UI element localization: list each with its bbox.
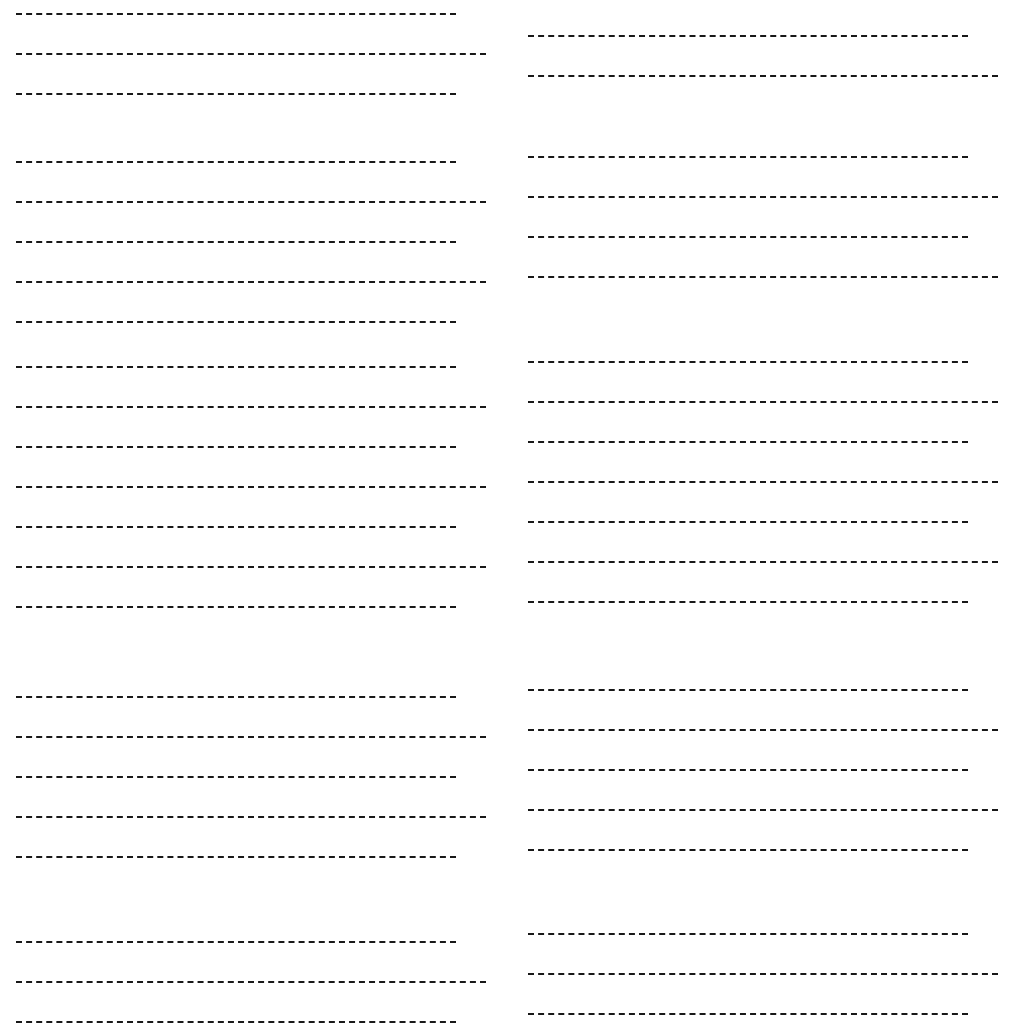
text-line [16,385,496,425]
text-line [528,668,1008,708]
text-line [16,920,496,960]
text-line [528,540,1008,580]
text-line [528,380,1008,420]
paragraph [16,345,496,625]
text-line [16,715,496,755]
text-line [528,135,1008,175]
paragraph [16,675,496,875]
text-line [16,545,496,585]
text-line [528,420,1008,460]
text-line [528,340,1008,380]
text-line [16,260,496,300]
text-line [16,960,496,1000]
text-line [16,300,496,340]
left-text-column [16,0,506,1024]
text-line [16,795,496,835]
text-line [16,465,496,505]
text-line [528,14,1008,54]
paragraph [528,668,1008,868]
paragraph [16,140,496,340]
paragraph [528,912,1008,1024]
text-line [16,180,496,220]
text-line [16,675,496,715]
text-line [16,425,496,465]
text-line [528,580,1008,620]
right-text-column [528,0,1018,1024]
text-line [528,912,1008,952]
text-line [528,992,1008,1024]
text-line [528,215,1008,255]
text-line [528,175,1008,215]
text-line [16,755,496,795]
text-line [16,32,496,72]
text-line [528,255,1008,295]
paragraph [16,920,496,1024]
text-line [528,748,1008,788]
text-line [528,952,1008,992]
paragraph [528,135,1008,295]
text-line [528,54,1008,94]
text-line [16,345,496,385]
text-line [528,788,1008,828]
text-line [16,0,496,32]
paragraph [528,340,1008,620]
text-line [528,500,1008,540]
text-line [16,140,496,180]
text-line [16,835,496,875]
text-line [16,505,496,545]
text-line [16,585,496,625]
paragraph [528,14,1008,94]
text-line [528,708,1008,748]
text-line [528,460,1008,500]
text-line [16,220,496,260]
text-line [528,828,1008,868]
paragraph [16,0,496,112]
text-line [16,1000,496,1024]
text-line [16,72,496,112]
